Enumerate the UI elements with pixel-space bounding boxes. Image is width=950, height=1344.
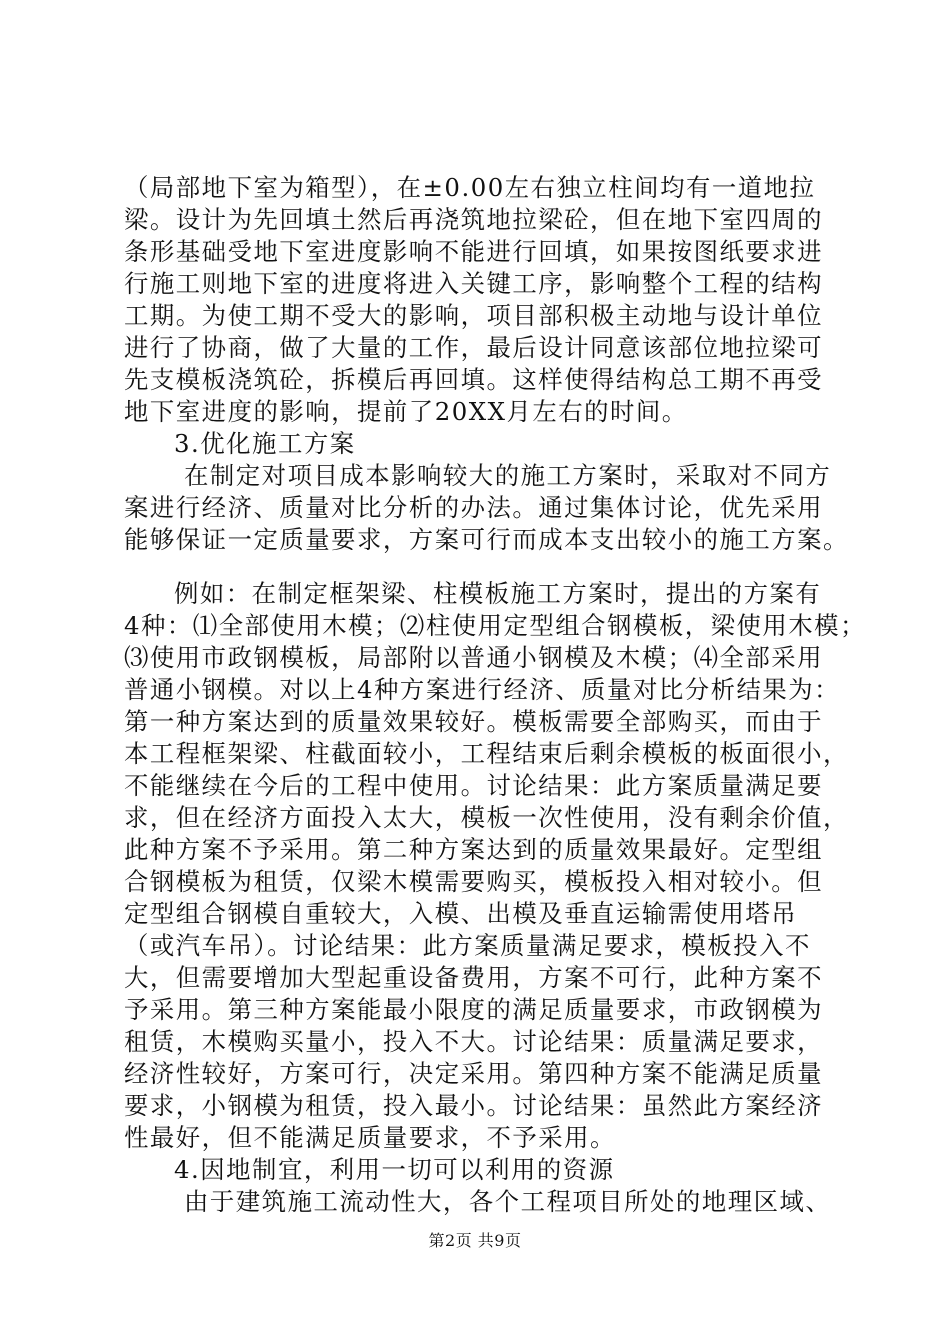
body-text-line: 本工程框架梁、柱截面较小，工程结束后剩余模板的板面很小，	[124, 739, 849, 768]
body-text-line: 先支模板浇筑砼，拆模后再回填。这样使得结构总工期不再受	[124, 365, 824, 394]
body-text-line: （或汽车吊）。讨论结果：此方案质量满足要求，模板投入不	[124, 931, 811, 960]
body-text-line: （局部地下室为箱型），在±0.00左右独立柱间均有一道地拉	[124, 173, 816, 202]
body-text-line: 普通小钢模。对以上4种方案进行经济、质量对比分析结果为：	[124, 675, 841, 704]
body-text-line: 予采用。第三种方案能最小限度的满足质量要求，市政钢模为	[124, 995, 824, 1024]
body-text-line: 要求，小钢模为租赁，投入最小。讨论结果：虽然此方案经济	[124, 1091, 824, 1120]
body-text-line: 此种方案不予采用。第二种方案达到的质量效果最好。定型组	[124, 835, 824, 864]
body-text-line: 行施工则地下室的进度将进入关键工序，影响整个工程的结构	[124, 269, 824, 298]
section-heading: 4.因地制宜，利用一切可以利用的资源	[174, 1155, 615, 1184]
page-footer: 第2页 共9页	[428, 1231, 522, 1250]
body-text-line: 地下室进度的影响，提前了20XX月左右的时间。	[124, 397, 688, 426]
body-text-line: 由于建筑施工流动性大，各个工程项目所处的地理区域、	[184, 1187, 832, 1216]
body-text-line: 第一种方案达到的质量效果较好。模板需要全部购买，而由于	[124, 707, 824, 736]
body-text-line: 进行了协商，做了大量的工作，最后设计同意该部位地拉梁可	[124, 333, 824, 362]
section-heading: 3.优化施工方案	[174, 429, 356, 458]
body-text-line: 经济性较好，方案可行，决定采用。第四种方案不能满足质量	[124, 1059, 824, 1088]
body-text-line: 大，但需要增加大型起重设备费用，方案不可行，此种方案不	[124, 963, 824, 992]
body-text-line: 求，但在经济方面投入太大，模板一次性使用，没有剩余价值，	[124, 803, 849, 832]
body-text-line: 不能继续在今后的工程中使用。讨论结果：此方案质量满足要	[124, 771, 824, 800]
body-text-line: 梁。设计为先回填土然后再浇筑地拉梁砼，但在地下室四周的	[124, 205, 824, 234]
body-text-line: 性最好，但不能满足质量要求，不予采用。	[124, 1123, 616, 1152]
body-text-line: 例如：在制定框架梁、柱模板施工方案时，提出的方案有	[174, 579, 822, 608]
body-text-line: 工期。为使工期不受大的影响，项目部积极主动地与设计单位	[124, 301, 824, 330]
body-text-line: ⑶使用市政钢模板，局部附以普通小钢模及木模；⑷全部采用	[124, 643, 824, 672]
body-text-line: 在制定对项目成本影响较大的施工方案时，采取对不同方	[184, 461, 832, 490]
body-text-line: 4种：⑴全部使用木模；⑵柱使用定型组合钢模板，梁使用木模；	[124, 611, 866, 640]
body-text-line: 能够保证一定质量要求，方案可行而成本支出较小的施工方案。	[124, 525, 849, 554]
body-text-line: 定型组合钢模自重较大，入模、出模及垂直运输需使用塔吊	[124, 899, 798, 928]
body-text-line: 条形基础受地下室进度影响不能进行回填，如果按图纸要求进	[124, 237, 824, 266]
body-text-line: 案进行经济、质量对比分析的办法。通过集体讨论，优先采用	[124, 493, 824, 522]
body-text-line: 合钢模板为租赁，仅梁木模需要购买，模板投入相对较小。但	[124, 867, 824, 896]
body-text-line: 租赁，木模购买量小，投入不大。讨论结果：质量满足要求，	[124, 1027, 824, 1056]
